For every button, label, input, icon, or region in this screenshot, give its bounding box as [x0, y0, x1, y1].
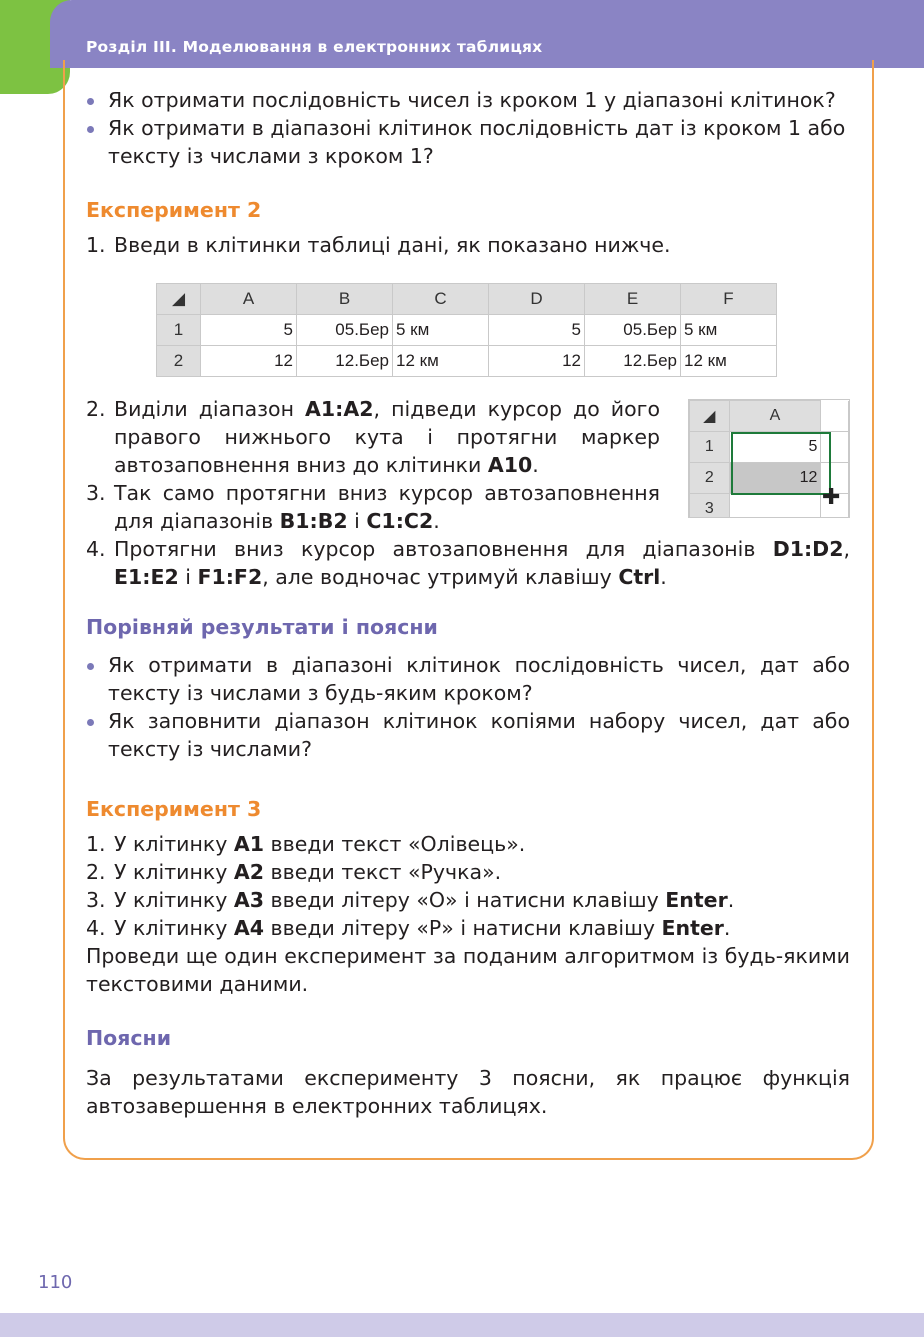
- table-row: [157, 315, 777, 346]
- select-all-corner-icon: ◢: [157, 284, 201, 315]
- table-cell: 12 км: [681, 346, 777, 377]
- table-cell: 05.Бер: [297, 315, 393, 346]
- table-cell: 5: [201, 315, 297, 346]
- table-cell: 5: [489, 315, 585, 346]
- intro-questions: [86, 86, 850, 170]
- column-header-row: [690, 401, 849, 432]
- table-cell: 5 км: [393, 315, 489, 346]
- experiment3-steps: [86, 830, 850, 942]
- page-header: [50, 0, 924, 68]
- step-number: 1.: [86, 233, 106, 257]
- list-item: Як заповнити діапазон клітинок копіями набору чисел, дат або тексту із числами?: [86, 707, 850, 763]
- column-header: C: [393, 284, 489, 315]
- experiment3-heading: Експеримент 3: [86, 797, 262, 821]
- list-item: Як отримати послідовність чисел із кроком 1 у діапазоні клітинок?: [86, 86, 850, 114]
- table-cell: 12: [201, 346, 297, 377]
- table-cell: 12: [489, 346, 585, 377]
- table-cell: 5 км: [681, 315, 777, 346]
- table-row: [690, 432, 849, 463]
- list-item: 4. Протягни вниз курсор автозаповнення для діапазонів D1:D2, E1:E2 і F1:F2, але водночас утримуй клавішу Ctrl.: [86, 537, 850, 589]
- chapter-title: Розділ ІІІ. Моделювання в електронних таблицях: [86, 38, 543, 56]
- step-number: 2.: [86, 860, 106, 884]
- step-number: 4.: [86, 537, 106, 561]
- table-cell: 12.Бер: [297, 346, 393, 377]
- footer-bar: [0, 1313, 924, 1337]
- compare-heading: Порівняй результати і поясни: [86, 615, 438, 639]
- page-content: [86, 86, 850, 1120]
- list-item: 3. У клітинку A3 введи літеру «О» і натисни клавішу Enter.: [86, 888, 735, 912]
- list-item: 3. Так само протягни вниз курсор автозаповнення для діапазонів B1:B2 і C1:C2.: [86, 481, 660, 533]
- row-header: 1: [157, 315, 201, 346]
- column-header-row: [157, 284, 777, 315]
- list-item: 1. У клітинку A1 введи текст «Олівець».: [86, 832, 526, 856]
- fill-handle-cross-icon: ✚: [822, 485, 841, 510]
- page-number: 110: [38, 1272, 73, 1293]
- step-number: 3.: [86, 481, 106, 505]
- column-header: A: [201, 284, 297, 315]
- experiment2-step4-list: [86, 535, 850, 591]
- row-header: 2: [690, 463, 730, 494]
- list-item: 2. У клітинку A2 введи текст «Ручка».: [86, 860, 502, 884]
- step-number: 4.: [86, 916, 106, 940]
- experiment2-steps-2-3: [86, 395, 660, 535]
- column-header: E: [585, 284, 681, 315]
- list-item: Як отримати в діапазоні клітинок послідовність дат із кроком 1 або тексту із числами з кроком 1?: [86, 114, 850, 170]
- row-header: 1: [690, 432, 730, 463]
- row-header: 3: [690, 494, 730, 519]
- table-cell: 5: [729, 432, 821, 463]
- row-header: 2: [157, 346, 201, 377]
- experiment2-heading: Експеримент 2: [86, 198, 262, 222]
- compare-questions: [86, 651, 850, 763]
- column-header: D: [489, 284, 585, 315]
- column-header: F: [681, 284, 777, 315]
- step-number: 2.: [86, 397, 106, 421]
- step-text: Введи в клітинки таблиці дані, як показано нижче.: [114, 233, 671, 257]
- list-item: 4. У клітинку A4 введи літеру «Р» і натисни клавішу Enter.: [86, 916, 731, 940]
- table-cell: 12.Бер: [585, 346, 681, 377]
- table-cell: [729, 494, 821, 519]
- explain-heading: Поясни: [86, 1026, 172, 1050]
- autofill-example: [688, 399, 850, 518]
- column-header: A: [729, 401, 821, 432]
- spreadsheet-example: [156, 283, 777, 377]
- explain-text: За результатами експерименту 3 поясни, як працює функція автозавершення в електронних таблицях.: [86, 1066, 850, 1118]
- table-row: [157, 346, 777, 377]
- table-cell: 12 км: [393, 346, 489, 377]
- step-number: 1.: [86, 832, 106, 856]
- list-item: [86, 231, 850, 259]
- column-header: B: [297, 284, 393, 315]
- experiment2-step1-list: [86, 231, 850, 259]
- table-cell: 05.Бер: [585, 315, 681, 346]
- list-item: Як отримати в діапазоні клітинок послідовність чисел, дат або тексту із числами з будь-яким кроком?: [86, 651, 850, 707]
- table-cell: 12: [729, 463, 821, 494]
- select-all-corner-icon: ◢: [690, 401, 730, 432]
- step-number: 3.: [86, 888, 106, 912]
- experiment3-outro: Проведи ще один експеримент за поданим алгоритмом із будь-якими текстовими даними.: [86, 944, 850, 996]
- list-item: 2. Виділи діапазон A1:A2, підведи курсор до його правого нижнього кута і протягни маркер автозаповнення вниз до клітинки A10.: [86, 397, 660, 477]
